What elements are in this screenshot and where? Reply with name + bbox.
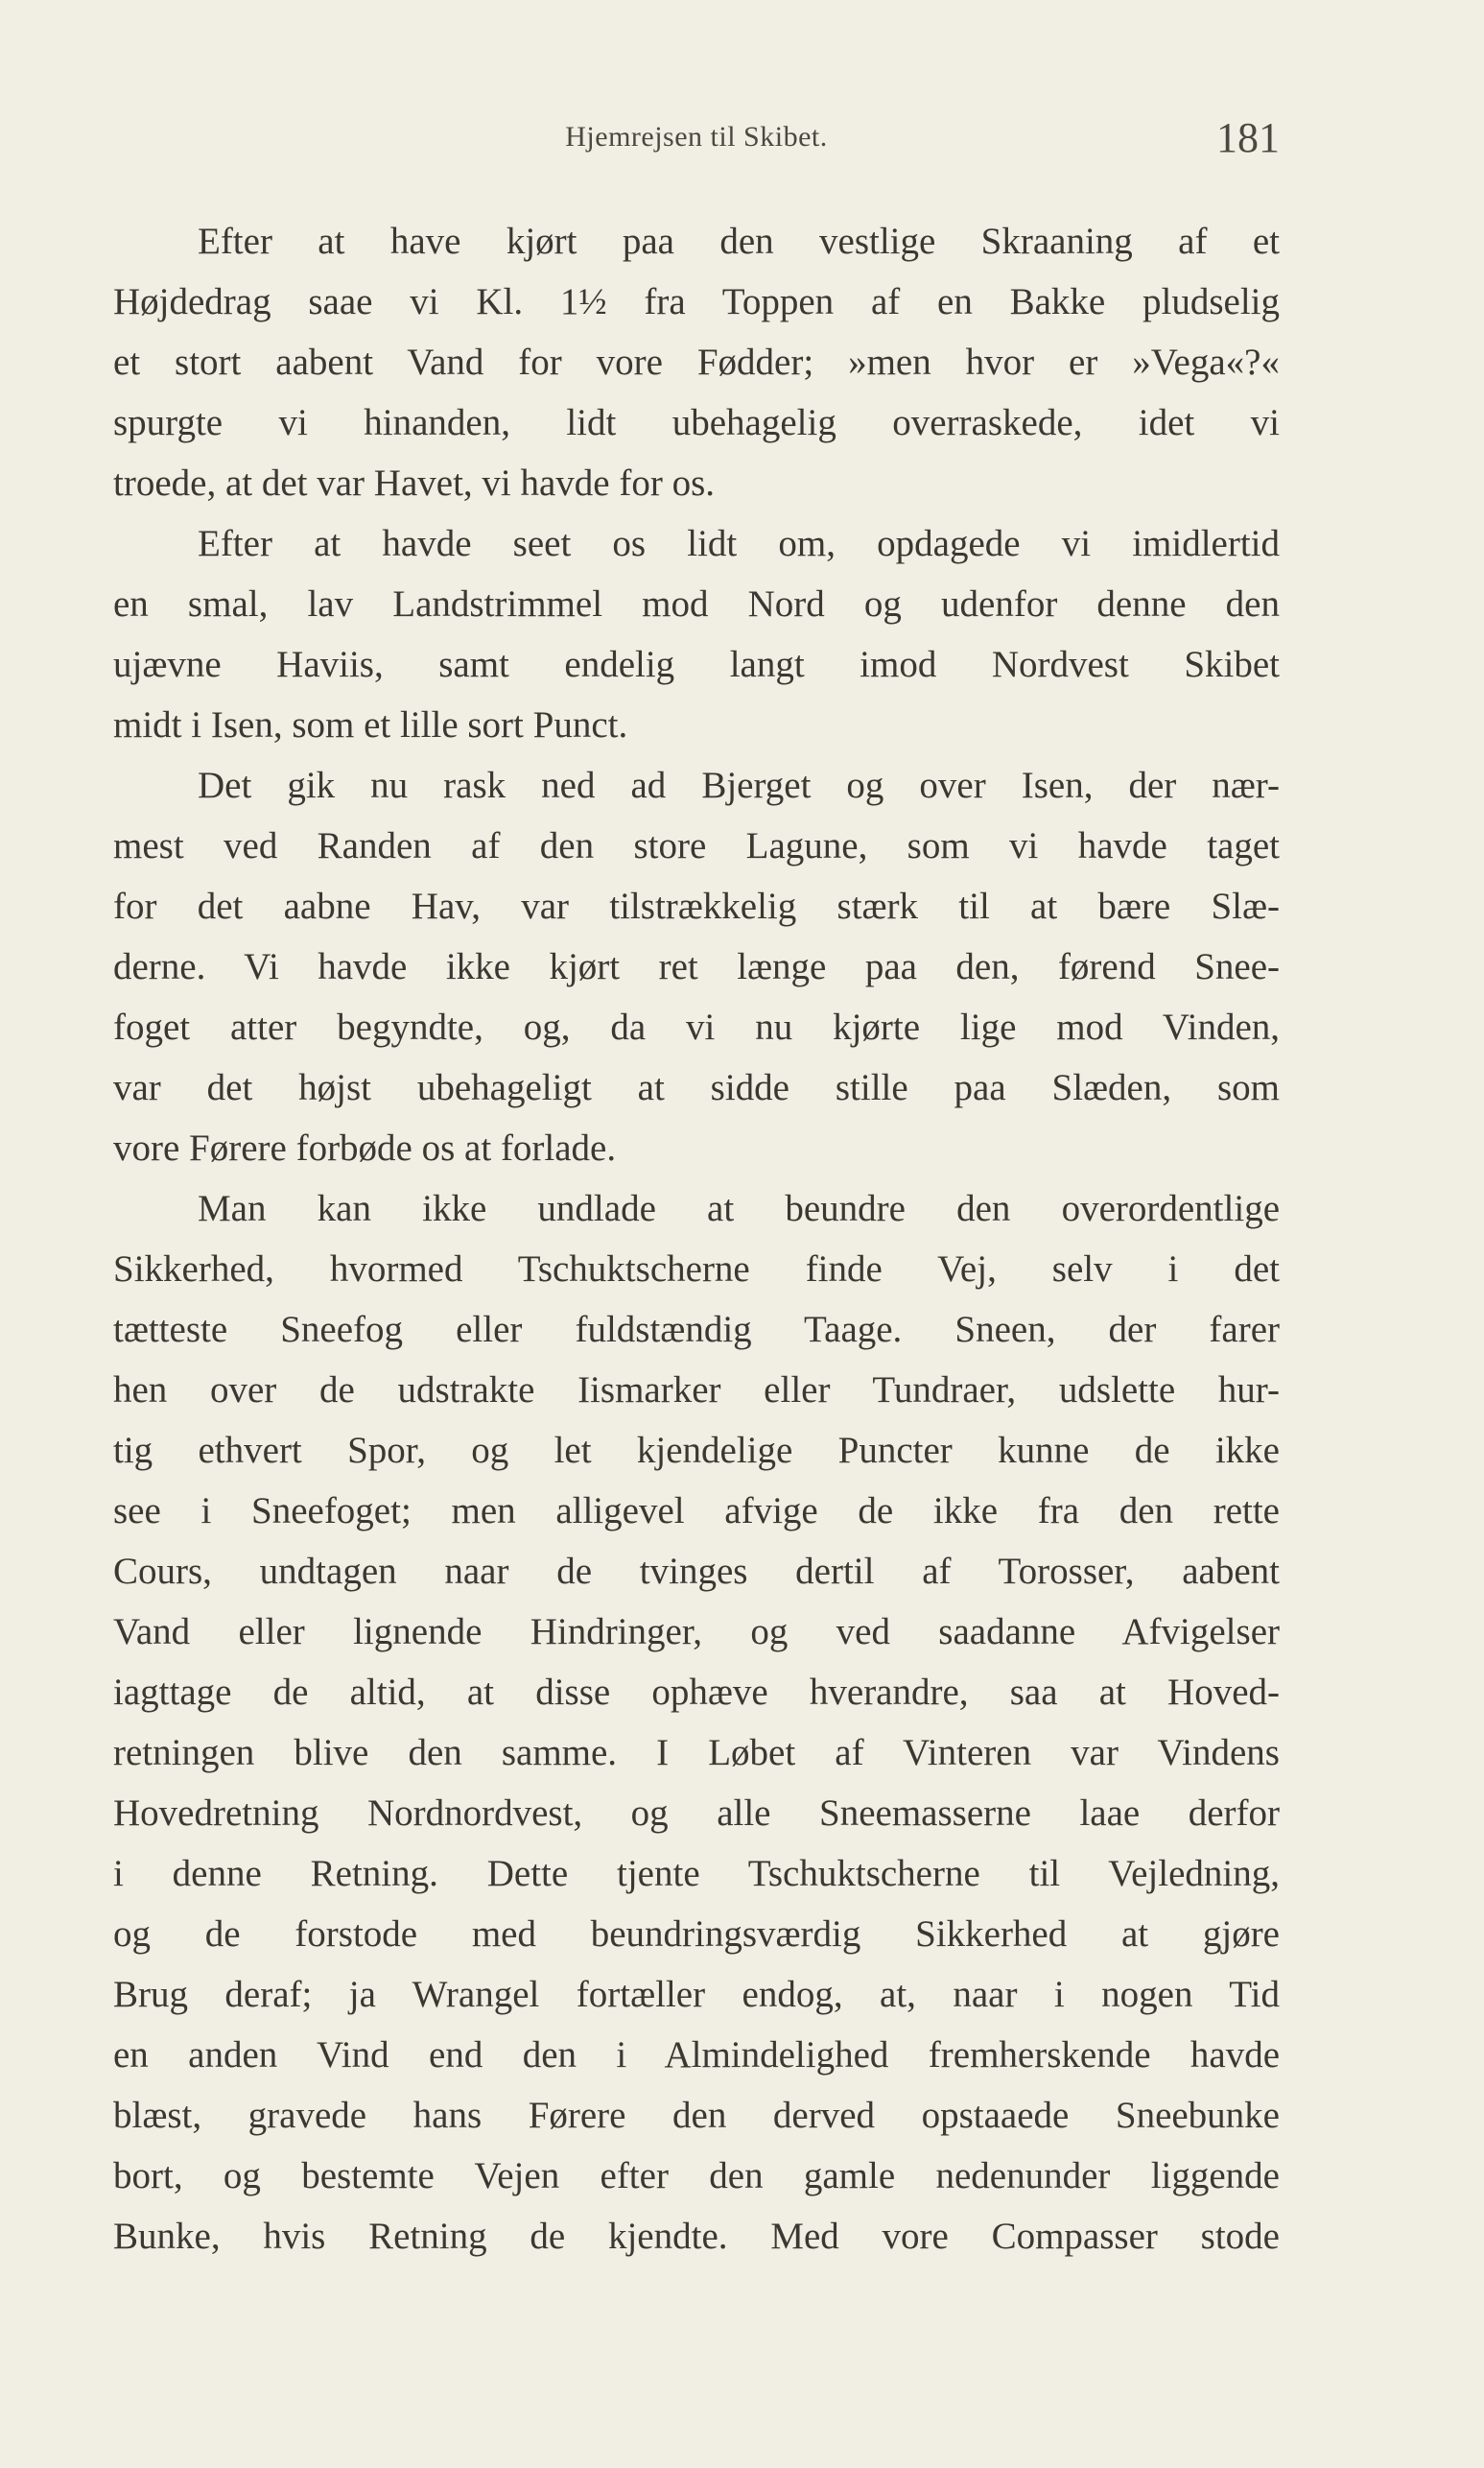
text-line: Hovedretning Nordnordvest, og alle Sneemasserne laae derfor: [113, 1792, 1280, 1834]
paragraph: [113, 1178, 1280, 2266]
text-line: foget atter begyndte, og, da vi nu kjørte lige mod Vinden,: [113, 1007, 1280, 1048]
paragraph: [113, 513, 1280, 755]
running-head: [113, 113, 1280, 171]
text-line: Efter at havde seet os lidt om, opdagede vi imidlertid: [198, 523, 1280, 564]
text-line: ujævne Haviis, samt endelig langt imod Nordvest Skibet: [113, 644, 1280, 685]
text-line: hen over de udstrakte Iismarker eller Tundraer, udslette hur-: [113, 1369, 1280, 1411]
text-line: for det aabne Hav, var tilstrækkelig stærk til at bære Slæ-: [113, 886, 1280, 927]
text-line: see i Sneefoget; men alligevel afvige de ikke fra den rette: [113, 1490, 1280, 1531]
text-line: iagttage de altid, at disse ophæve hverandre, saa at Hoved-: [113, 1672, 1280, 1713]
text-line: Vand eller lignende Hindringer, og ved saadanne Afvigelser: [113, 1611, 1280, 1652]
text-line: troede, at det var Havet, vi havde for os.: [113, 463, 716, 504]
text-line: Efter at have kjørt paa den vestlige Skraaning af et: [198, 221, 1280, 262]
running-title: Hjemrejsen til Skibet.: [565, 121, 828, 153]
text-line: en anden Vind end den i Almindelighed fremherskende havde: [113, 2034, 1280, 2076]
text-line: Man kan ikke undlade at beundre den overordentlige: [198, 1188, 1280, 1229]
text-line: mest ved Randen af den store Lagune, som vi havde taget: [113, 825, 1280, 866]
text-line: Bunke, hvis Retning de kjendte. Med vore Compasser stode: [113, 2216, 1280, 2257]
text-line: blæst, gravede hans Førere den derved opstaaede Sneebunke: [113, 2095, 1280, 2136]
text-line: en smal, lav Landstrimmel mod Nord og udenfor denne den: [113, 583, 1280, 625]
body-text: [113, 211, 1280, 2266]
text-line: Sikkerhed, hvormed Tschuktscherne finde Vej, selv i det: [113, 1248, 1280, 1290]
text-line: og de forstode med beundringsværdig Sikkerhed at gjøre: [113, 1913, 1280, 1955]
text-line: retningen blive den samme. I Løbet af Vinteren var Vindens: [113, 1732, 1280, 1773]
text-line: bort, og bestemte Vejen efter den gamle nedenunder liggende: [113, 2155, 1280, 2196]
text-line: derne. Vi havde ikke kjørt ret længe paa den, førend Snee-: [113, 946, 1280, 987]
page-number: 181: [1216, 114, 1280, 161]
text-line: midt i Isen, som et lille sort Punct.: [113, 704, 628, 746]
text-line: Højdedrag saae vi Kl. 1½ fra Toppen af en Bakke pludselig: [113, 281, 1280, 322]
text-line: vore Førere forbøde os at forlade.: [113, 1127, 617, 1169]
text-line: tætteste Sneefog eller fuldstændig Taage. Sneen, der farer: [113, 1309, 1280, 1350]
paragraph: [113, 211, 1280, 513]
text-line: i denne Retning. Dette tjente Tschuktscherne til Vejledning,: [113, 1853, 1280, 1894]
text-line: spurgte vi hinanden, lidt ubehagelig overraskede, idet vi: [113, 402, 1280, 443]
text-line: Cours, undtagen naar de tvinges dertil af Torosser, aabent: [113, 1551, 1280, 1592]
text-line: tig ethvert Spor, og let kjendelige Puncter kunne de ikke: [113, 1430, 1280, 1471]
paragraph: [113, 755, 1280, 1178]
text-line: var det højst ubehageligt at sidde stille paa Slæden, som: [113, 1067, 1280, 1108]
text-line: Brug deraf; ja Wrangel fortæller endog, at, naar i nogen Tid: [113, 1974, 1280, 2015]
text-line: Det gik nu rask ned ad Bjerget og over Isen, der nær-: [198, 765, 1280, 806]
text-line: et stort aabent Vand for vore Fødder; »men hvor er »Vega«?«: [113, 342, 1280, 383]
